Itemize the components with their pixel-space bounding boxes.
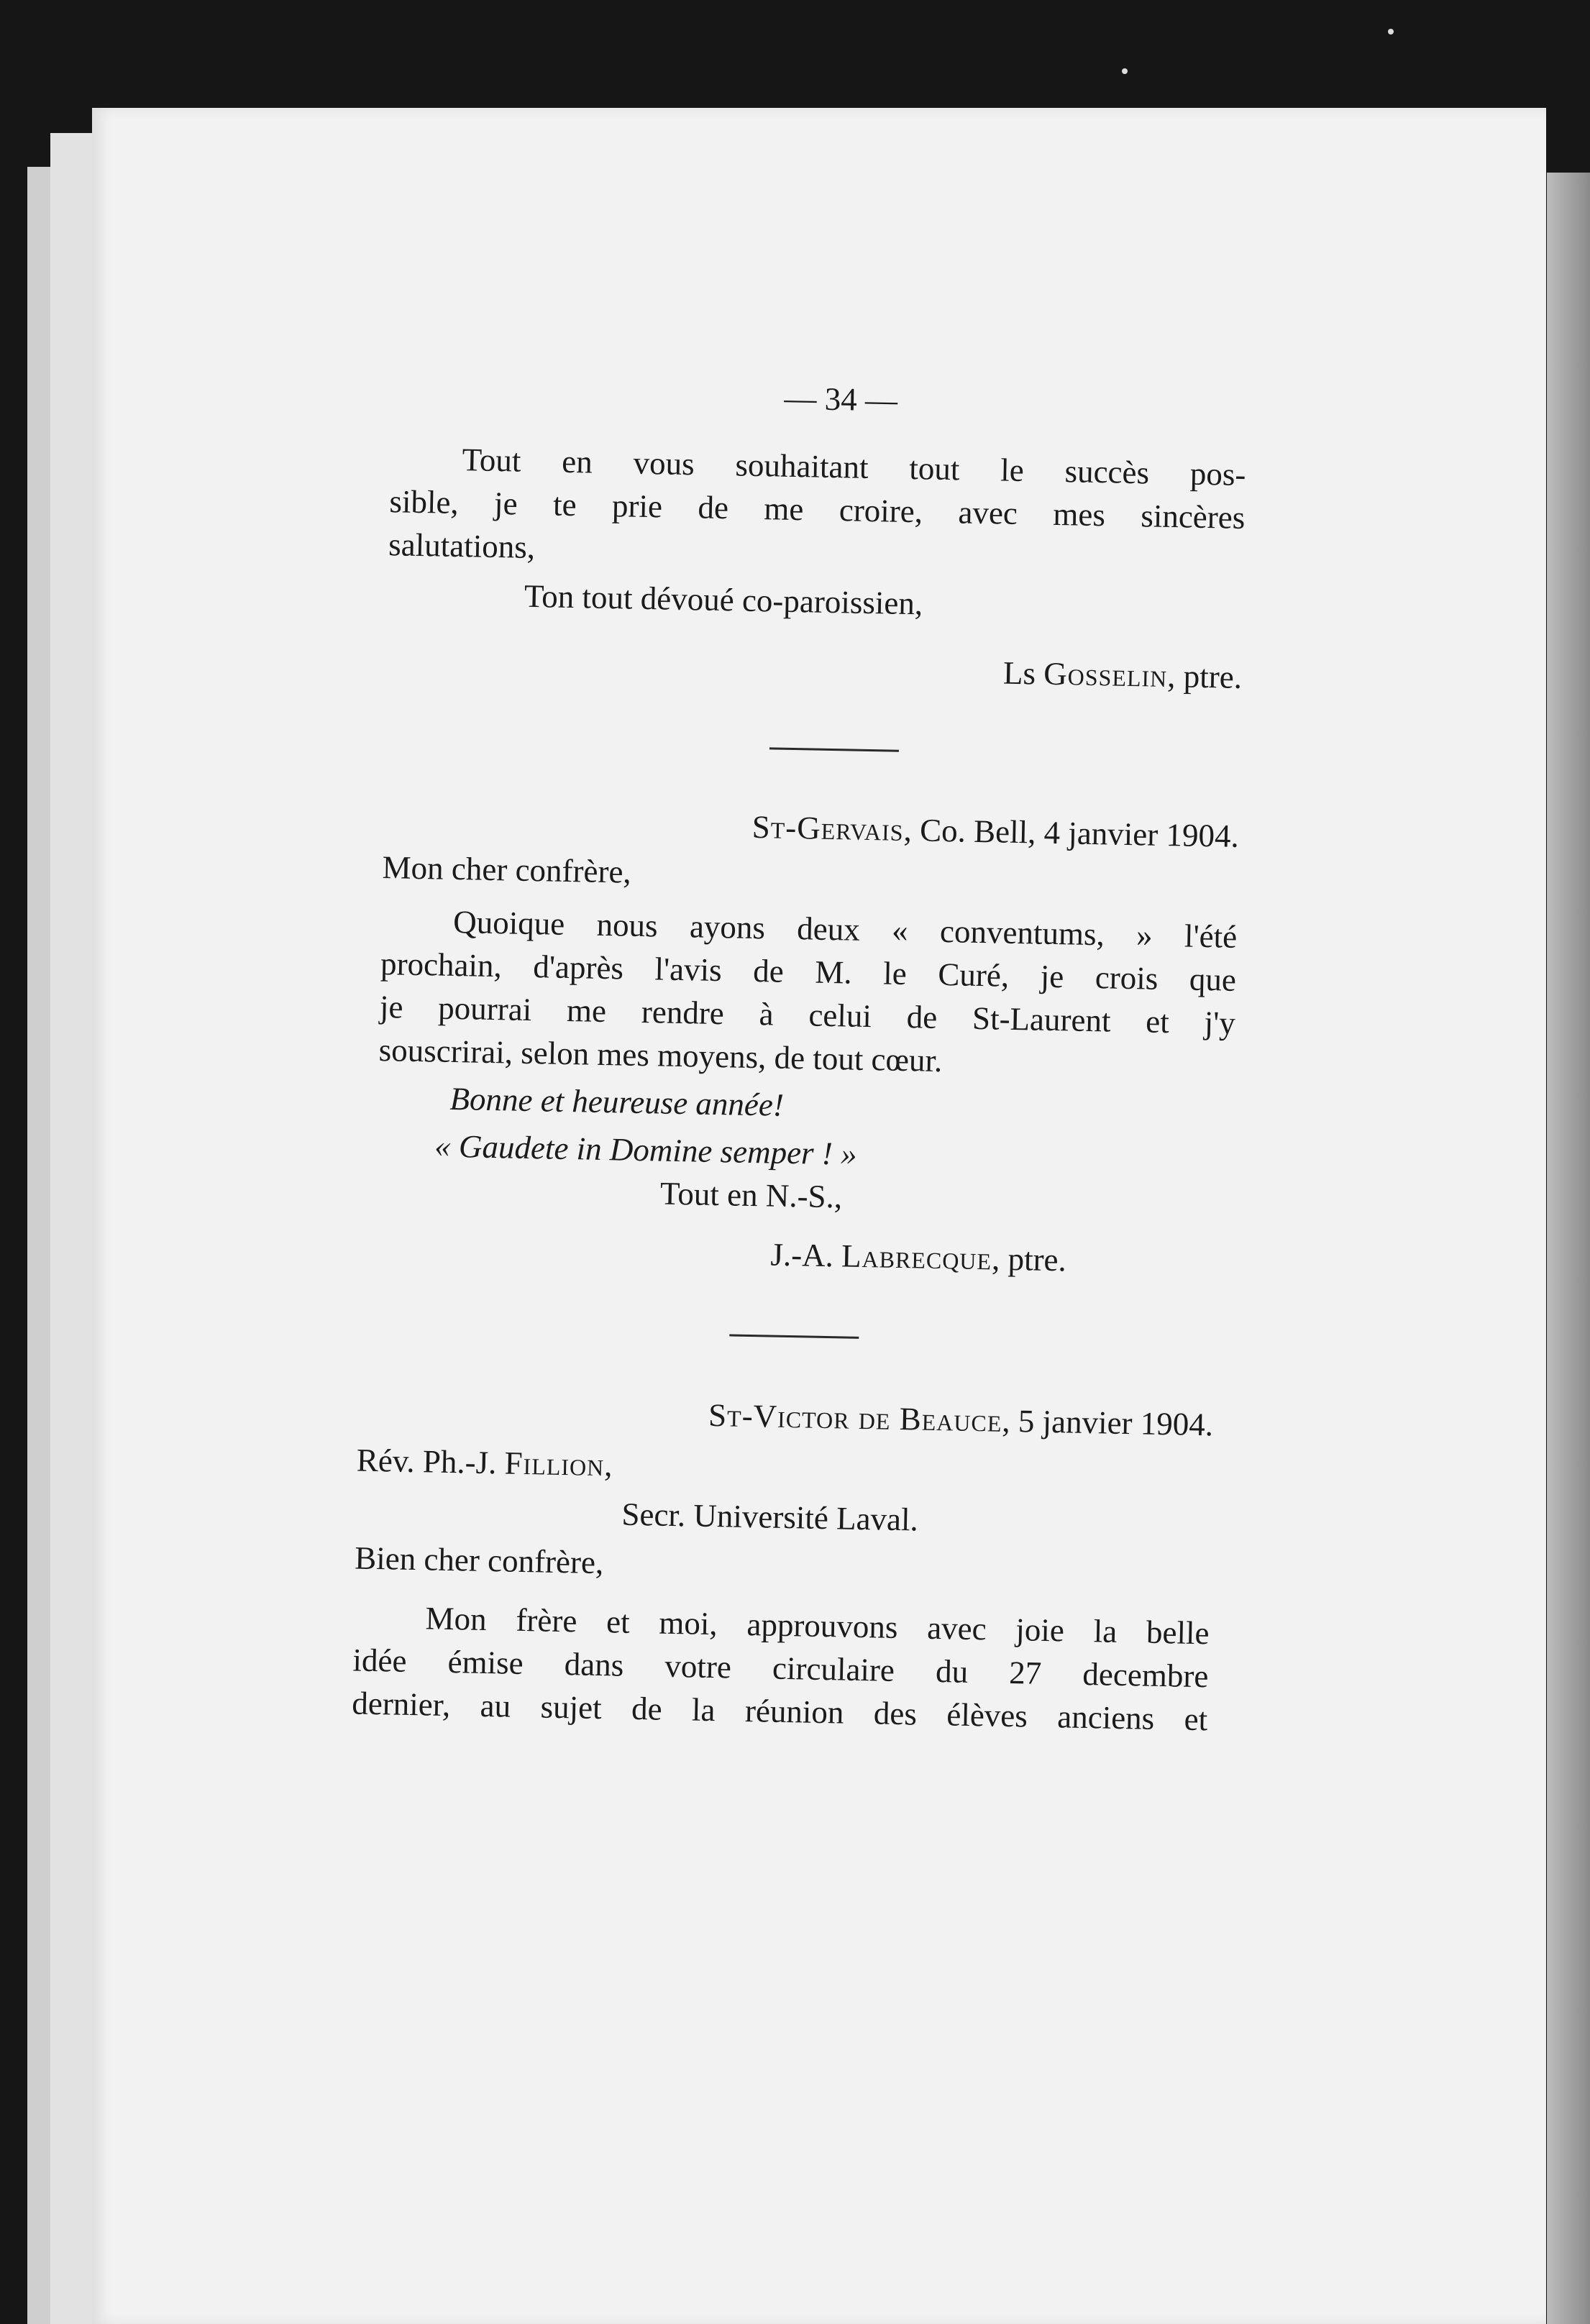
complimentary-close: Ton tout dévoué co-paroissien, <box>524 577 923 622</box>
dateline-place: St-Gervais <box>751 808 905 848</box>
dust-spot <box>1122 68 1128 74</box>
addressee <box>356 1439 1212 1499</box>
signature-suffix: , ptre. <box>991 1240 1067 1278</box>
page-number: — 34 — <box>784 380 898 418</box>
separator-rule <box>769 747 899 751</box>
separator-rule <box>729 1334 859 1338</box>
salutation: Mon cher confrère, <box>382 849 632 890</box>
page-edge <box>1547 173 1590 2324</box>
dateline-date: , Co. Bell, 4 janvier 1904. <box>903 811 1240 854</box>
letter-2 <box>375 798 1239 1285</box>
body-line: prochain, d'après l'avis de M. le Curé, je crois que <box>380 946 1237 998</box>
addressee-title-name: Rév. Ph.-J. <box>356 1442 506 1481</box>
signature-initial: Ls <box>1002 654 1044 692</box>
letter-3 <box>352 1387 1214 1742</box>
signature-suffix: , ptre. <box>1166 657 1243 695</box>
body-line: je pourrai me rendre à celui de St-Laurent et j'y <box>379 989 1236 1041</box>
signature <box>386 639 1243 699</box>
dateline-date: , 5 janvier 1904. <box>1001 1402 1214 1443</box>
page-text <box>351 370 1381 1744</box>
wish-line: Bonne et heureuse année! <box>449 1080 785 1123</box>
signature-name: Labrecque <box>841 1238 992 1277</box>
addressee-suffix: , <box>603 1447 613 1483</box>
closing: Tout en N.-S., <box>659 1175 843 1215</box>
body-line: souscrirai, selon mes moyens, de tout cœur. <box>378 1032 943 1079</box>
body-line: Mon frère et moi, approuvons avec joie la belle <box>425 1600 1210 1652</box>
dateline-place: St-Victor de Beauce <box>708 1396 1002 1439</box>
dateline <box>357 1387 1214 1447</box>
signature-name: Gosselin <box>1043 655 1168 694</box>
quote-line: « Gaudete in Domine semper ! » <box>434 1127 858 1172</box>
body-line: dernier, au sujet de la réunion des élèves anciens et <box>351 1685 1208 1738</box>
body-line: sible, je te prie de me croire, avec mes sincères <box>389 483 1246 536</box>
signature <box>375 1225 1231 1285</box>
addressee-name: Fillion <box>504 1445 605 1483</box>
body-line: Tout en vous souhaitant tout le succès pos- <box>462 442 1246 493</box>
body-line: idée émise dans votre circulaire du 27 decembre <box>352 1642 1209 1695</box>
body-line: salutations, <box>388 526 536 566</box>
body-line: Quoique nous ayons deux « conventums, » l'été <box>452 903 1238 955</box>
addressee-office: Secr. Université Laval. <box>621 1496 919 1538</box>
dust-spot <box>1388 29 1394 35</box>
signature-initial: J.-A. <box>769 1236 842 1274</box>
salutation: Bien cher confrère, <box>354 1540 604 1581</box>
letter-1 <box>386 436 1246 699</box>
